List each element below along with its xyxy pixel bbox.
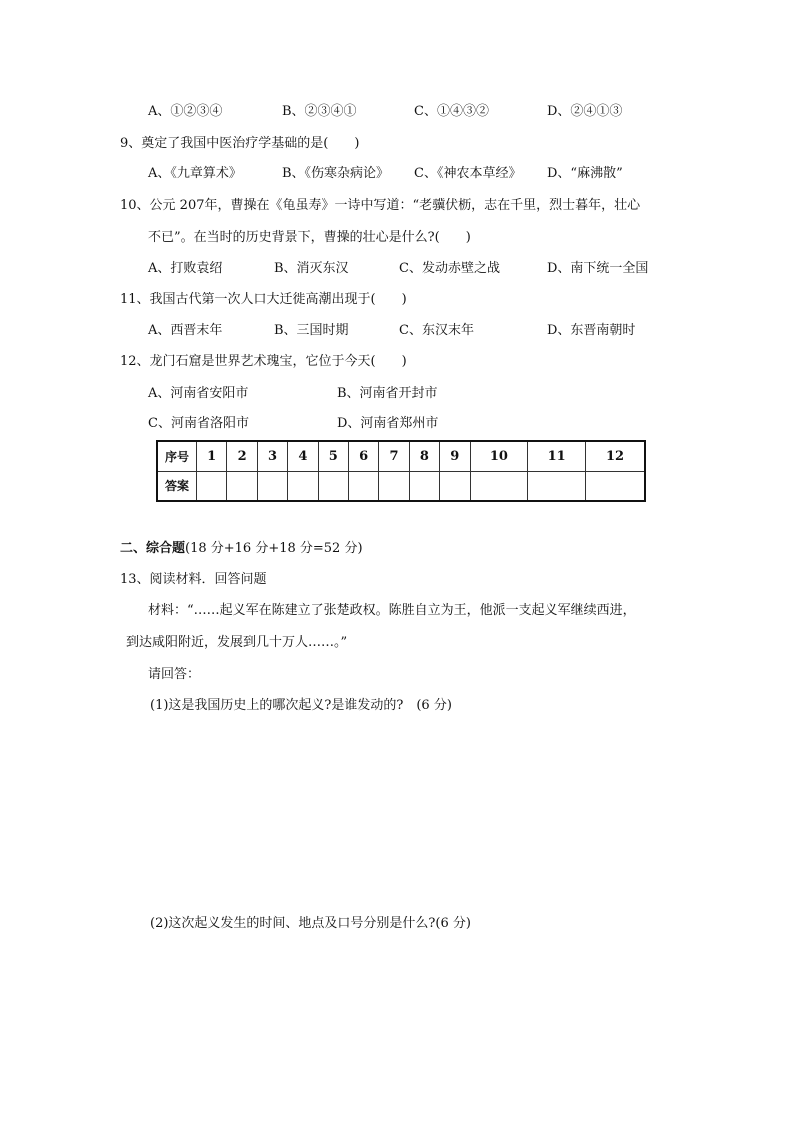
q12-option-a: A、河南省安阳市 bbox=[148, 386, 249, 401]
q12-option-c: C、河南省洛阳市 bbox=[148, 416, 249, 431]
q11-option-b: B、三国时期 bbox=[274, 323, 349, 338]
q12-stem: 12、龙门石窟是世界艺术瑰宝，它位于今天( ) bbox=[120, 354, 407, 369]
number-cell: 3 bbox=[257, 441, 287, 471]
q11-stem: 11、我国古代第一次人口大迁徙高潮出现于( ) bbox=[120, 292, 407, 307]
q12-option-b: B、河南省开封市 bbox=[337, 386, 438, 401]
answer-cell[interactable] bbox=[379, 471, 409, 501]
q13-material-line1: 材料：“……起义军在陈建立了张楚政权。陈胜自立为王，他派一支起义军继续西进， bbox=[148, 603, 636, 618]
answer-table bbox=[156, 440, 646, 502]
answer-header: 答案 bbox=[157, 471, 197, 501]
number-cell: 8 bbox=[409, 441, 439, 471]
q10-option-a: A、打败袁绍 bbox=[148, 261, 223, 276]
answer-cell[interactable] bbox=[257, 471, 287, 501]
answer-cell[interactable] bbox=[586, 471, 645, 501]
number-header: 序号 bbox=[157, 441, 197, 471]
q10-stem-line1: 10、公元 207年，曹操在《龟虽寿》一诗中写道：“老骥伏枥，志在千里，烈士暮年，壮心 bbox=[120, 198, 641, 213]
answer-table-number-row bbox=[157, 441, 645, 471]
q9-option-b: B、《伤寒杂病论》 bbox=[282, 166, 390, 181]
answer-cell[interactable] bbox=[470, 471, 528, 501]
q11-option-a: A、西晋末年 bbox=[148, 323, 223, 338]
q8-option-b: B、②③④① bbox=[282, 104, 357, 119]
number-cell: 7 bbox=[379, 441, 409, 471]
section2-title-points: (18 分+16 分+18 分=52 分) bbox=[185, 541, 363, 556]
q8-option-a: A、①②③④ bbox=[148, 104, 223, 119]
answer-cell[interactable] bbox=[440, 471, 470, 501]
number-cell: 6 bbox=[348, 441, 378, 471]
q13-material-line2: 到达咸阳附近，发展到几十万人……。” bbox=[126, 635, 348, 650]
answer-cell[interactable] bbox=[227, 471, 257, 501]
q13-stem: 13、阅读材料．回答问题 bbox=[120, 572, 267, 587]
q9-option-a: A、《九章算术》 bbox=[148, 166, 242, 181]
answer-cell[interactable] bbox=[528, 471, 586, 501]
answer-cell[interactable] bbox=[409, 471, 439, 501]
number-cell: 4 bbox=[288, 441, 318, 471]
q10-option-c: C、发动赤壁之战 bbox=[399, 261, 500, 276]
number-cell: 11 bbox=[528, 441, 586, 471]
q13-sub-question-1: (1)这是我国历史上的哪次起义?是谁发动的? (6 分) bbox=[150, 698, 452, 713]
number-cell: 9 bbox=[440, 441, 470, 471]
answer-cell[interactable] bbox=[318, 471, 348, 501]
answer-table-answer-row bbox=[157, 471, 645, 501]
number-cell: 10 bbox=[470, 441, 528, 471]
q9-option-d: D、“麻沸散” bbox=[547, 166, 623, 181]
q9-option-c: C、《神农本草经》 bbox=[414, 166, 522, 181]
q13-prompt: 请回答： bbox=[148, 667, 201, 682]
number-cell: 2 bbox=[227, 441, 257, 471]
answer-cell[interactable] bbox=[348, 471, 378, 501]
q13-sub-question-2: (2)这次起义发生的时间、地点及口号分别是什么?(6 分) bbox=[150, 916, 471, 931]
q10-stem-line2: 不已”。在当时的历史背景下，曹操的壮心是什么?( ) bbox=[148, 230, 471, 245]
answer-cell[interactable] bbox=[288, 471, 318, 501]
q12-option-d: D、河南省郑州市 bbox=[337, 416, 439, 431]
section2-title bbox=[120, 540, 363, 558]
answer-cell[interactable] bbox=[197, 471, 227, 501]
number-cell: 5 bbox=[318, 441, 348, 471]
q10-option-b: B、消灭东汉 bbox=[274, 261, 349, 276]
number-cell: 1 bbox=[197, 441, 227, 471]
q11-option-c: C、东汉末年 bbox=[399, 323, 474, 338]
section2-title-label: 二、综合题 bbox=[120, 541, 186, 556]
q8-option-c: C、①④③② bbox=[414, 104, 489, 119]
q10-option-d: D、南下统一全国 bbox=[547, 261, 649, 276]
q11-option-d: D、东晋南朝时 bbox=[547, 323, 636, 338]
number-cell: 12 bbox=[586, 441, 645, 471]
q9-stem: 9、奠定了我国中医治疗学基础的是( ) bbox=[120, 136, 360, 151]
q8-option-d: D、②④①③ bbox=[547, 104, 623, 119]
